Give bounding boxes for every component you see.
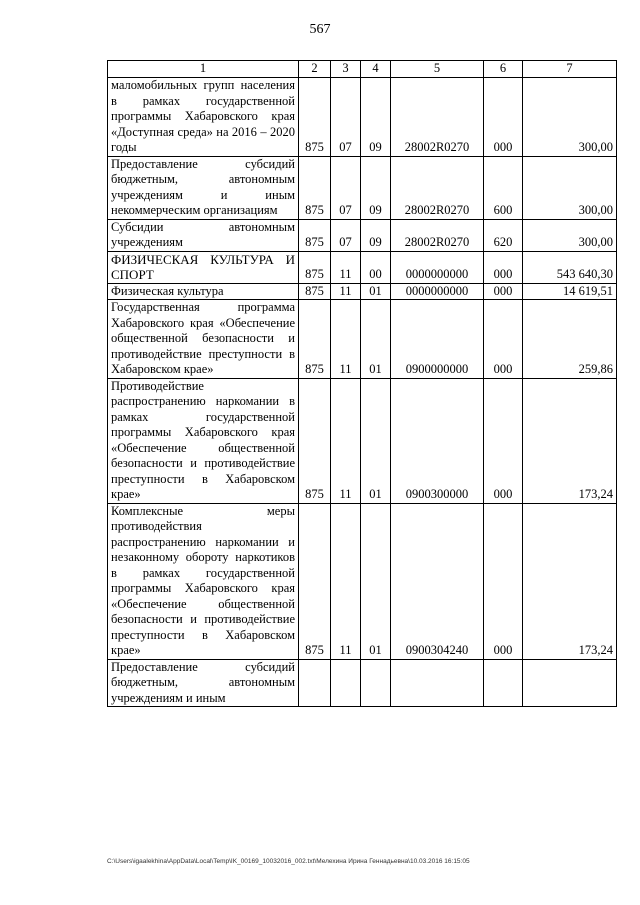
page-number: 567: [309, 22, 331, 37]
section-code: 07: [331, 219, 361, 251]
amount: 300,00: [523, 78, 617, 157]
expense-type-code: 000: [484, 78, 523, 157]
row-description: Предоставление субсидий бюджетным, автономным учреждениям и иным: [108, 659, 299, 707]
ministry-code: 875: [299, 503, 331, 659]
table-row: [108, 378, 617, 503]
amount: 173,24: [523, 378, 617, 503]
target-article-code: 0900000000: [391, 300, 484, 379]
target-article-code: 28002R0270: [391, 156, 484, 219]
amount: 14 619,51: [523, 283, 617, 300]
expense-type-code: 000: [484, 283, 523, 300]
column-header: 2: [299, 61, 331, 78]
ministry-code: [299, 659, 331, 707]
amount: 300,00: [523, 156, 617, 219]
row-description: маломобильных групп населения в рамках государственной программы Хабаровского края «Доступная среда» на 2016 – 2020 годы: [108, 78, 299, 157]
table-row: [108, 659, 617, 707]
ministry-code: 875: [299, 219, 331, 251]
subsection-code: 01: [361, 503, 391, 659]
subsection-code: 09: [361, 78, 391, 157]
table-row: [108, 219, 617, 251]
subsection-code: 00: [361, 251, 391, 283]
subsection-code: 09: [361, 156, 391, 219]
row-description: Противодействие распространению наркомании в рамках государственной программы Хабаровского края «Обеспечение общественной безопасности и противодействие преступности в Хабаровском крае»: [108, 378, 299, 503]
target-article-code: [391, 659, 484, 707]
column-header: 1: [108, 61, 299, 78]
target-article-code: 0900304240: [391, 503, 484, 659]
section-code: [331, 659, 361, 707]
section-code: 11: [331, 378, 361, 503]
table-row: [108, 251, 617, 283]
section-code: 11: [331, 503, 361, 659]
subsection-code: 01: [361, 378, 391, 503]
table-row: [108, 503, 617, 659]
column-header: 6: [484, 61, 523, 78]
target-article-code: 0000000000: [391, 283, 484, 300]
subsection-code: 01: [361, 300, 391, 379]
table-row: [108, 300, 617, 379]
amount: 543 640,30: [523, 251, 617, 283]
ministry-code: 875: [299, 78, 331, 157]
target-article-code: 28002R0270: [391, 78, 484, 157]
row-description: Комплексные меры противодействия распространению наркомании и незаконному обороту наркотиков в рамках государственной программы Хабаровского края «Обеспечение общественной безопасности и противодействие преступности в Хабаровском крае»: [108, 503, 299, 659]
row-description: Государственная программа Хабаровского края «Обеспечение общественной безопасности и противодействие преступности в Хабаровском крае»: [108, 300, 299, 379]
ministry-code: 875: [299, 378, 331, 503]
row-description: Субсидии автономным учреждениям: [108, 219, 299, 251]
row-description: Предоставление субсидий бюджетным, автономным учреждениям и иным некоммерческим организациям: [108, 156, 299, 219]
row-description: Физическая культура: [108, 283, 299, 300]
amount: 259,86: [523, 300, 617, 379]
expense-type-code: 620: [484, 219, 523, 251]
ministry-code: 875: [299, 300, 331, 379]
target-article-code: 0000000000: [391, 251, 484, 283]
table-row: [108, 78, 617, 157]
row-description: ФИЗИЧЕСКАЯ КУЛЬТУРА И СПОРТ: [108, 251, 299, 283]
amount: 173,24: [523, 503, 617, 659]
budget-table: [107, 60, 617, 707]
ministry-code: 875: [299, 156, 331, 219]
expense-type-code: [484, 659, 523, 707]
subsection-code: 09: [361, 219, 391, 251]
table-row: [108, 283, 617, 300]
ministry-code: 875: [299, 251, 331, 283]
column-header: 7: [523, 61, 617, 78]
section-code: 11: [331, 300, 361, 379]
column-header: 3: [331, 61, 361, 78]
column-header: 4: [361, 61, 391, 78]
expense-type-code: 000: [484, 251, 523, 283]
file-path-footer: C:\Users\igaalekhina\AppData\Local\Temp\IK_00169_10032016_002.txt\Мелехина Ирина Геннадьевна\10.03.2016 16:15:05: [107, 858, 470, 865]
ministry-code: 875: [299, 283, 331, 300]
section-code: 11: [331, 251, 361, 283]
target-article-code: 28002R0270: [391, 219, 484, 251]
target-article-code: 0900300000: [391, 378, 484, 503]
subsection-code: 01: [361, 283, 391, 300]
column-header: 5: [391, 61, 484, 78]
section-code: 07: [331, 78, 361, 157]
expense-type-code: 000: [484, 300, 523, 379]
expense-type-code: 000: [484, 503, 523, 659]
expense-type-code: 600: [484, 156, 523, 219]
expense-type-code: 000: [484, 378, 523, 503]
amount: 300,00: [523, 219, 617, 251]
table-row: [108, 156, 617, 219]
amount: [523, 659, 617, 707]
section-code: 07: [331, 156, 361, 219]
subsection-code: [361, 659, 391, 707]
section-code: 11: [331, 283, 361, 300]
table-header-row: [108, 61, 617, 78]
